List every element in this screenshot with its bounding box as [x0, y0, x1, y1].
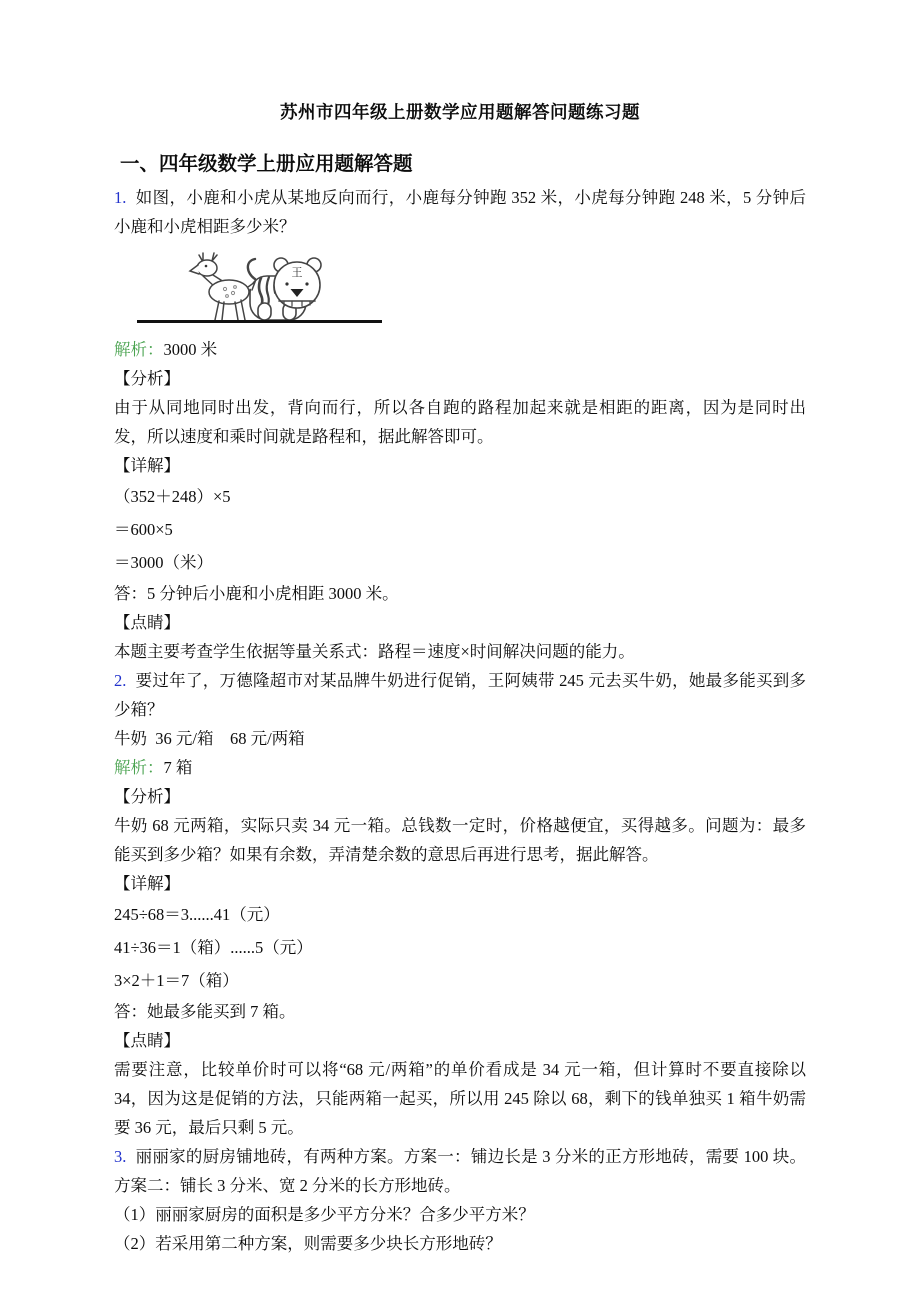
deer-illustration — [190, 253, 255, 320]
question-3-stem-text: 丽丽家的厨房铺地砖，有两种方案。方案一：铺边长是 3 分米的正方形地砖，需要 100 块。方案二：铺长 3 分米、宽 2 分米的长方形地砖。 — [114, 1147, 806, 1195]
question-2-answer-sentence: 答：她最多能买到 7 箱。 — [114, 1002, 296, 1021]
answer-label: 解析： — [114, 758, 164, 777]
question-3-stem — [114, 1142, 806, 1200]
question-1-number: 1. — [114, 188, 127, 207]
deer-and-tiger-figure — [137, 246, 385, 324]
question-1-formula-line: （352＋248）×5 — [114, 487, 231, 506]
question-1-formula-line: ＝3000（米） — [114, 553, 213, 572]
question-2-formula-line: 3×2＋1＝7（箱） — [114, 971, 239, 990]
analysis-label: 【分析】 — [114, 369, 180, 388]
detail-label: 【详解】 — [114, 456, 180, 475]
question-1-answer-line — [114, 335, 806, 364]
question-2-note-text: 需要注意，比较单价时可以将“68 元/两箱”的单价看成是 34 元一箱，但计算时不要直接除以 34，因为这是促销的方法，只能两箱一起买，所以用 245 除以 68，剩下的钱单独买 1 箱牛奶需要 36 元，最后只剩 5 元。 — [114, 1060, 806, 1137]
question-1-note-text: 本题主要考查学生依据等量关系式：路程＝速度×时间解决问题的能力。 — [114, 642, 635, 661]
question-2-formula-line: 41÷36＝1（箱）......5（元） — [114, 938, 313, 957]
question-2-price-line: 牛奶 36 元/箱 68 元/两箱 — [114, 729, 305, 748]
tiger-illustration — [248, 258, 321, 320]
tiger-forehead-mark: 王 — [291, 267, 303, 279]
question-3-sub-question: （1）丽丽家厨房的面积是多少平方分米？合多少平方米？ — [114, 1205, 535, 1224]
question-1-formula-line: ＝600×5 — [114, 520, 173, 539]
section-heading: 一、四年级数学上册应用题解答题 — [120, 153, 413, 175]
detail-label: 【详解】 — [114, 874, 180, 893]
question-3-number: 3. — [114, 1147, 127, 1166]
question-1-stem-text: 如图，小鹿和小虎从某地反向而行，小鹿每分钟跑 352 米，小虎每分钟跑 248 米，5 分钟后小鹿和小虎相距多少米？ — [114, 188, 807, 236]
analysis-label: 【分析】 — [114, 787, 180, 806]
deer-and-tiger-illustration — [137, 246, 385, 324]
question-1-stem — [114, 183, 806, 241]
question-1-answer-sentence: 答：5 分钟后小鹿和小虎相距 3000 米。 — [114, 584, 399, 603]
question-2-stem-text: 要过年了，万德隆超市对某品牌牛奶进行促销，王阿姨带 245 元去买牛奶，她最多能买到多少箱？ — [114, 671, 806, 719]
question-2-formula-line: 245÷68＝3......41（元） — [114, 905, 280, 924]
question-2-answer-value: 7 箱 — [163, 758, 193, 777]
question-1-analysis-text: 由于从同地同时出发，背向而行，所以各自跑的路程加起来就是相距的距离，因为是同时出发，所以速度和乘时间就是路程和，据此解答即可。 — [114, 398, 806, 446]
question-2-number: 2. — [114, 671, 127, 690]
answer-label: 解析： — [114, 340, 164, 359]
question-3-sub-question: （2）若采用第二种方案，则需要多少块长方形地砖？ — [114, 1234, 502, 1253]
document-title: 苏州市四年级上册数学应用题解答问题练习题 — [280, 102, 640, 122]
note-label: 【点睛】 — [114, 1031, 180, 1050]
question-2-stem — [114, 666, 806, 724]
note-label: 【点睛】 — [114, 613, 180, 632]
question-2-analysis-text: 牛奶 68 元两箱，实际只卖 34 元一箱。总钱数一定时，价格越便宜，买得越多。问题为：最多能买到多少箱？如果有余数，弄清楚余数的意思后再进行思考，据此解答。 — [114, 816, 806, 864]
question-2-answer-line — [114, 753, 806, 782]
question-1-answer-value: 3000 米 — [163, 340, 218, 359]
